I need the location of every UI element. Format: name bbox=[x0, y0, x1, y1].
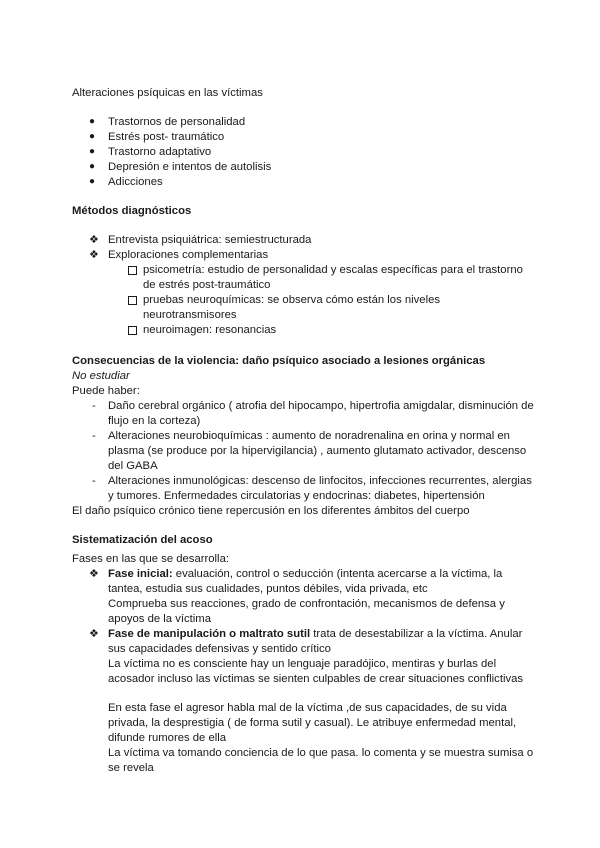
phase-1-line bbox=[108, 567, 502, 581]
bullet-dot-icon: ● bbox=[89, 176, 96, 187]
heading-metodos: Métodos diagnósticos bbox=[72, 205, 192, 217]
phase-2-cont: acosador incluso las víctimas se sienten culpables de crear situaciones conflictivas bbox=[108, 673, 524, 685]
phase-2-label: Fase de manipulación o maltrato sutil bbox=[108, 628, 311, 640]
list-item: Trastornos de personalidad bbox=[108, 116, 246, 128]
bullet-dot-icon: ● bbox=[89, 116, 96, 127]
list-item-cont: plasma (se produce por la hipervigilancia) , aumento glutamato activador, descenso bbox=[108, 445, 527, 457]
list-item: Alteraciones inmunológicas: descenso de linfocitos, infecciones recurrentes, alergias bbox=[108, 475, 532, 487]
phase-2-cont: difunde rumores de ella bbox=[108, 732, 227, 744]
bullet-dot-icon: ● bbox=[89, 161, 96, 172]
phase-2-cont: privada, la desprestigia ( de forma sutil y casual). Le atribuye enfermedad mental, bbox=[108, 717, 517, 729]
list-item: Trastorno adaptativo bbox=[108, 146, 212, 158]
phase-2-cont: La víctima va tomando conciencia de lo que pasa. lo comenta y se muestra sumisa o bbox=[108, 747, 534, 759]
bullet-dot-icon: ● bbox=[89, 146, 96, 157]
phase-1-text: evaluación, control o seducción (intenta acercarse a la víctima, la bbox=[172, 568, 503, 580]
note-no-estudiar: No estudiar bbox=[72, 370, 130, 382]
list-item-cont: flujo en la corteza) bbox=[108, 415, 201, 427]
paragraph: El daño psíquico crónico tiene repercusión en los diferentes ámbitos del cuerpo bbox=[72, 505, 470, 517]
list-item: Entrevista psiquiátrica: semiestructurada bbox=[108, 234, 312, 246]
phase-2-text: trata de desestabilizar a la víctima. Anular bbox=[310, 628, 523, 640]
list-item: Exploraciones complementarias bbox=[108, 249, 269, 261]
phase-1-label: Fase inicial: bbox=[108, 568, 173, 580]
bullet-dot-icon: ● bbox=[89, 131, 96, 142]
list-item-cont: y tumores. Enfermedades circulatorias y endocrinas: diabetes, hipertensión bbox=[108, 490, 485, 502]
checkbox-icon bbox=[128, 296, 137, 305]
heading-sistematizacion: Sistematización del acoso bbox=[72, 534, 213, 546]
phase-1-cont: tantea, estudia sus cualidades, puntos débiles, vida privada, etc bbox=[108, 583, 428, 595]
phase-2-cont: En esta fase el agresor habla mal de la víctima ,de sus capacidades, de su vida bbox=[108, 702, 507, 714]
sub-list-item: psicometría: estudio de personalidad y escalas específicas para el trastorno bbox=[143, 264, 523, 276]
phase-2-cont: se revela bbox=[108, 762, 154, 774]
phase-2-line bbox=[108, 627, 522, 641]
list-item: Adicciones bbox=[108, 176, 163, 188]
list-item: Alteraciones neurobioquímicas : aumento de noradrenalina en orina y normal en bbox=[108, 430, 510, 442]
paragraph: Fases en las que se desarrolla: bbox=[72, 553, 229, 565]
dash-bullet-icon: - bbox=[92, 475, 96, 487]
phase-1-cont: Comprueba sus reacciones, grado de confrontación, mecanismos de defensa y bbox=[108, 598, 505, 610]
sub-list-item-cont: neurotransmisores bbox=[143, 309, 237, 321]
paragraph: Puede haber: bbox=[72, 385, 140, 397]
phase-2-cont: sus capacidades defensivas y sentido crítico bbox=[108, 643, 331, 655]
checkbox-icon bbox=[128, 266, 137, 275]
phase-1-cont: apoyos de la víctima bbox=[108, 613, 211, 625]
section-title-alteraciones: Alteraciones psíquicas en las víctimas bbox=[72, 87, 263, 99]
sub-list-item-cont: de estrés post-traumático bbox=[143, 279, 271, 291]
checkbox-icon bbox=[128, 326, 137, 335]
list-item: Estrés post- traumático bbox=[108, 131, 225, 143]
diamond-bullet-icon: ❖ bbox=[89, 234, 99, 246]
dash-bullet-icon: - bbox=[92, 400, 96, 412]
dash-bullet-icon: - bbox=[92, 430, 96, 442]
heading-consecuencias: Consecuencias de la violencia: daño psíquico asociado a lesiones orgánicas bbox=[72, 355, 486, 367]
phase-2-cont: La víctima no es consciente hay un lenguaje paradójico, mentiras y burlas del bbox=[108, 658, 497, 670]
list-item: Depresión e intentos de autolisis bbox=[108, 161, 272, 173]
diamond-bullet-icon: ❖ bbox=[89, 249, 99, 261]
sub-list-item: pruebas neuroquímicas: se observa cómo están los niveles bbox=[143, 294, 441, 306]
diamond-bullet-icon: ❖ bbox=[89, 568, 99, 580]
list-item: Daño cerebral orgánico ( atrofia del hipocampo, hipertrofia amigdalar, disminución de bbox=[108, 400, 534, 412]
sub-list-item: neuroimagen: resonancias bbox=[143, 324, 277, 336]
diamond-bullet-icon: ❖ bbox=[89, 628, 99, 640]
list-item-cont: del GABA bbox=[108, 460, 158, 472]
